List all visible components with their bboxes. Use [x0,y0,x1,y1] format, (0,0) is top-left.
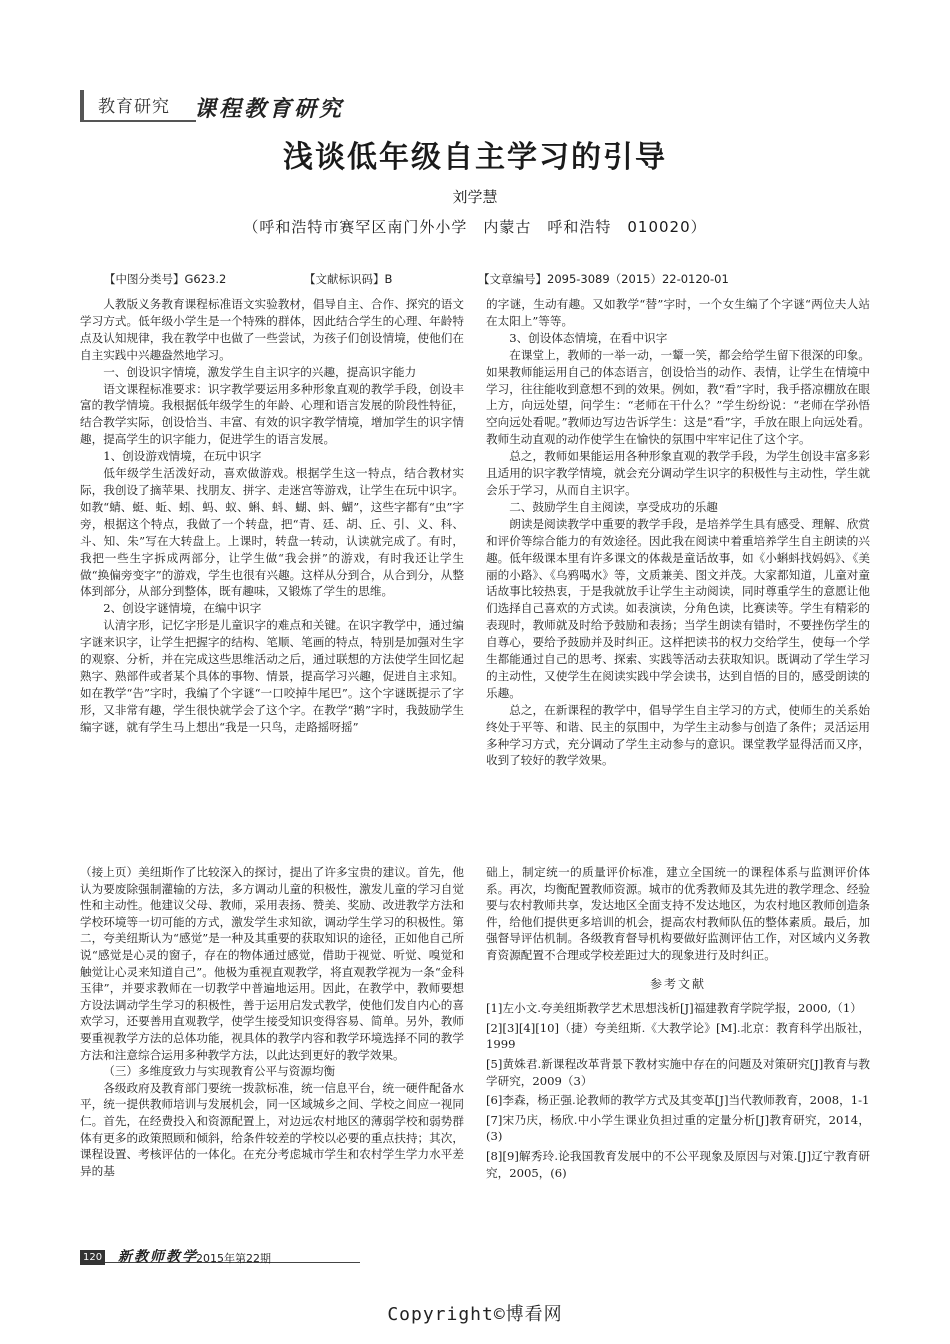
paragraph: 朗读是阅读教学中重要的教学手段，是培养学生具有感受、理解、欣赏和评价等综合能力的有效途径。因此我在阅读中着重培养学生自主朗读的兴趣。低年级课本里有许多课文的体裁是童话故事，如《小蝌蚪找妈妈》、《美丽的小路》、《乌鸦喝水》等，文质兼美、图文并茂。大家都知道，儿童对童话故事比较热衷，于是我就放手让学生主动阅读，同时尊重学生的意愿让他们选择自己喜欢的方式读。如表演读，分角色读，比赛读等。学生有精彩的表现时，教师就及时给予鼓励和表扬；当学生朗读有错时，不要挫伤学生的自尊心，要给予鼓励并及时纠正。这样把读书的权力交给学生，使每一个学生都能通过自己的思考、探索、实践等活动去获取知识。既调动了学生学习的主动性，又使学生在阅读实践中学会读书，达到自悟的目的，感受朗读的乐趣。 [486,516,870,700]
paragraph: 语文课程标准要求：识字教学要运用多种形象直观的教学手段，创设丰富的教学情境。我根据低年级学生的年龄、心理和语言发展的阶段性特征，结合教学实际，创设恰当、丰富、有效的识字教学情境，增加学生的识字情趣，提高学生的识字能力，促进学生的语言发展。 [80,381,464,447]
reference-item: [6]李森，杨正强.论教师的教学方式及其变革[J]当代教师教育，2008，1-1 [486,1093,870,1108]
document-code: 【文献标识码】B [304,272,393,286]
subsection-heading: 2、创设字谜情境，在编中识字 [103,601,262,616]
column-4 [486,864,870,1184]
paragraph: 总之，教师如果能运用各种形象直观的教学手段，为学生创设丰富多彩且适用的识字教学情境，就会充分调动学生识字的积极性与主动性，学生就会乐于学习，从而自主识字。 [486,449,870,497]
paragraph: 在课堂上，教师的一举一动，一颦一笑，都会给学生留下很深的印象。如果教师能运用自己的体态语言，创设恰当的动作、表情，让学生在情境中学习，往往能收到意想不到的效果。例如，教“看”字时，我手搭凉棚放在眼上方，向远处望，问学生：“老师在干什么？”学生纷纷说：“老师在学孙悟空向远处看呢。”教师边写边告诉学生：这是“看”字，手放在眼上向远处看。教师生动直观的动作使学生在愉快的氛围中牢牢记住了这个字。 [486,347,870,447]
affiliation: （呼和浩特市赛罕区南门外小学 内蒙古 呼和浩特 010020） [243,218,707,236]
article-number: 【文章编号】2095-3089（2015）22-0120-01 [478,272,729,286]
reference-item: [1]左小文.夸美纽斯教学艺术思想浅析[J]福建教育学院学报，2000,（1） [486,1001,862,1016]
section-heading: 二、鼓励学生自主阅读，享受成功的乐趣 [509,499,718,514]
reference-item: [8][9]解秀玲.论我国教育发展中的不公平现象及原因与对策.[J]辽宁教育研究，2005，(6) [486,1148,870,1180]
paragraph: 人教版义务教育课程标准语文实验教材，倡导自主、合作、探究的语文学习方式。低年级小学生是一个特殊的群体，因此结合学生的心理、年龄特点及认知规律，我在教学中也做了一些尝试，为孩子们创设情境，使他们在自主实践中兴趣盎然地学习。 [80,297,464,362]
clc-number: 【中图分类号】G623.2 [104,272,227,286]
paragraph: （接上页）美纽斯作了比较深入的探讨，提出了许多宝贵的建议。首先，他认为要废除强制灌输的方法，多方调动儿童的积极性，激发儿童的学习自觉性和主动性。他建议父母、教师，采用表扬、赞美、奖励、改进教学方法和学校环境等一切可能的方式，激发学生求知欲，调动学生学习的积极性。第二，夸美纽斯认为“感觉”是一种及其重要的获取知识的途径，正如他自己所说“感觉是心灵的窗子，存在的物体通过感觉，借助于视觉、听觉、嗅觉和触觉让心灵来知道自己”。他极为重视直观教学，将直观教学视为一条“金科玉律”，并要求教师在一切教学中普遍地运用。因此，在教学中，教师要想方设法调动学生学习的积极性，善于运用启发式教学，使他们发自内心的喜欢学习，还要善用直观教学，使学生接受知识变得容易、简单。另外，教师要重视教学方法的总体功能，视具体的教学内容和教学环境选择不同的教学方法和注意综合运用多种教学方法，以此达到更好的教学效果。 [80,865,464,1062]
footer-issue: 2015年第22期 [196,1252,271,1265]
column-3 [80,864,464,1179]
section-heading: 一、创设识字情境，激发学生自主识字的兴趣，提高识字能力 [103,364,417,379]
section-heading: （三）多维度致力与实现教育公平与资源均衡 [103,1064,336,1079]
page-number: 120 [80,1250,105,1265]
author: 刘学慧 [452,188,498,206]
subsection-heading: 3、创设体态情境，在看中识字 [509,330,668,345]
reference-item: [2][3][4][10]（捷）夸美纽斯.《大教学论》[M].北京：教育科学出版社，1999 [486,1020,870,1052]
paragraph: 础上，制定统一的质量评价标准，建立全国统一的课程体系与监测评价体系。再次，均衡配置教师资源。城市的优秀教师及其先进的教学理念、经验要与农村教师共享，发达地区全面支持不发达地区，为农村地区教师创造条件，给他们提供更多培训的机会，提高农村教师队伍的整体素质。最后，加强督导评估机制。各级教育督导机构要做好监测评估工作，对区域内义务教育资源配置不合理或学校差距过大的现象进行及时纠正。 [486,865,870,962]
footer-journal-logo: 新教师教学 [118,1249,198,1265]
copyright: Copyright©博看网 [387,1304,563,1325]
reference-item: [7]宋乃庆，杨欣.中小学生课业负担过重的定量分析[J]教育研究，2014，(3) [486,1112,870,1144]
section-label: 教育研究 [98,97,170,117]
paragraph: 各级政府及教育部门要统一拨款标准，统一信息平台，统一硬件配备水平，统一提供教师培训与发展机会，同一区域城乡之间、学校之间应一视同仁。首先，在经费投入和资源配置上，对边远农村地区的薄弱学校和弱势群体有更多的政策照顾和倾斜，给条件较差的学校以必要的重点扶持；其次，课程设置、考核评估的一体化。在充分考虑城市学生和农村学生学力水平差异的基 [80,1080,464,1178]
reference-item: [5]黄姝君.新课程改革背景下教材实施中存在的问题及对策研究[J]教育与教学研究，2009（3） [486,1056,870,1088]
column-2 [486,296,870,769]
article-title: 浅谈低年级自主学习的引导 [283,140,667,175]
journal-logo: 课程教育研究 [194,96,345,122]
paragraph: 的字谜，生动有趣。又如教学“替”字时，一个女生编了个字谜“两位夫人站在太阳上”等等。 [486,297,870,328]
paragraph: 认清字形，记忆字形是儿童识字的难点和关键。在识字教学中，通过编字谜来识字，让学生把握字的结构、笔顺、笔画的特点，特别是加强对生字的观察、分析，并在完成这些思维活动之后，通过联想的方法使学生回忆起熟字、熟部件或者某个具体的事物、情景，提高学习兴趣，促进自主求知。如在教学“告”字时，我编了个字谜“一口咬掉牛尾巴”。这个字谜既提示了字形，又非常有趣，学生很快就学会了这个字。在教学“鹅”字时，我鼓励学生编字谜，就有学生马上想出“我是一只鸟，走路摇呀摇” [80,618,464,734]
paragraph: 低年级学生活泼好动，喜欢做游戏。根据学生这一特点，结合教材实际，我创设了摘苹果、找朋友、拼字、走迷宫等游戏，让学生在玩中识字。如教“蜻、蜓、蚯、蚓、蚂、蚁、蝌、蚪、蝴、蚪、蝴”，这些字都有“虫”字旁，根据这个特点，我做了一个转盘，把“青、廷、胡、丘、引、义、科、斗、知、朱”写在大转盘上。上课时，转盘一转动，认读就完成了。有时，我把一些生字拆成两部分，让学生做“我会拼”的游戏，有时我还让学生做“换偏旁变字”的游戏，学生也很有兴趣。这样从分到合，从合到分，从整体到部分，从部分到整体，既有趣味，又锻炼了学生的思维。 [80,466,464,599]
paragraph: 总之，在新课程的教学中，倡导学生自主学习的方式，使师生的关系始终处于平等、和谐、民主的氛围中，为学生主动参与创造了条件；灵活运用多种学习方式，充分调动了学生主动参与的意识。课堂教学显得活而又序，收到了较好的教学效果。 [486,702,870,768]
references-title: 参考文献 [649,976,706,991]
subsection-heading: 1、创设游戏情境，在玩中识字 [103,449,262,464]
column-1 [80,296,464,736]
